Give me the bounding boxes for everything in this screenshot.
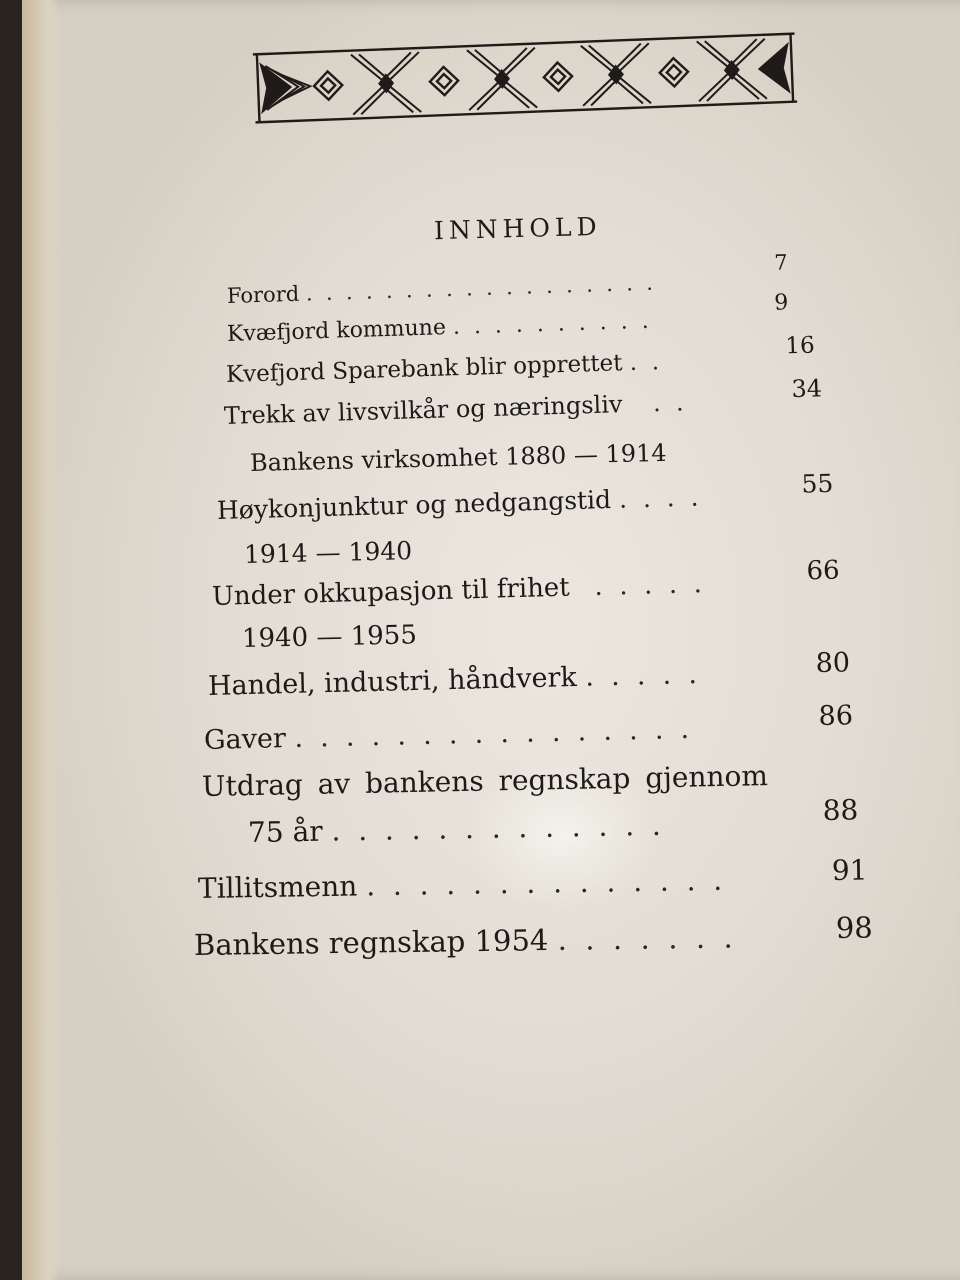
toc-entry-title: Handel, industri, håndverk <box>207 661 578 702</box>
toc-entry-title: Utdrag av bankens regnskap gjennom <box>201 759 769 803</box>
toc-entry-title: Kvefjord Sparebank blir opprettet <box>225 350 623 388</box>
toc-entry-page: 66 <box>806 555 841 587</box>
toc-heading: INNHOLD <box>433 211 602 246</box>
toc-entry-title: Forord <box>226 281 300 308</box>
toc-entry-page: 34 <box>791 374 823 404</box>
table-of-contents <box>22 0 960 1280</box>
toc-entry-continuation: 75 år . . . . . . . . . . . . . 88 <box>247 793 859 849</box>
toc-entry-title: Gaver <box>203 723 287 756</box>
toc-entry: Tillitsmenn . . . . . . . . . . . . . . 91 <box>197 853 868 905</box>
toc-entry: Trekk av livsvilkår og næringsliv . . 34 <box>223 374 823 430</box>
toc-entry-continuation: 1940 — 1955 <box>241 620 418 654</box>
toc-entry-page: 16 <box>785 332 816 360</box>
toc-entry-page: 55 <box>801 468 834 499</box>
toc-entry: Kvefjord Sparebank blir opprettet . . 16 <box>225 332 816 388</box>
toc-entry: Forord . . . . . . . . . . . . . . . . . . 7 <box>226 250 788 308</box>
toc-entry-title: Tillitsmenn <box>197 869 358 905</box>
toc-entry-title: Kvæfjord kommune <box>226 315 447 347</box>
toc-entry-page: 9 <box>773 290 789 316</box>
toc-entry: Kvæfjord kommune . . . . . . . . . . 9 <box>226 290 789 347</box>
toc-entry-continuation: 1914 — 1940 <box>243 536 413 569</box>
toc-entry <box>202 759 769 803</box>
toc-entry-title: Bankens regnskap 1954 <box>193 923 549 962</box>
toc-entry-page: 98 <box>835 910 873 946</box>
book-page <box>22 0 960 1280</box>
toc-entry: Gaver . . . . . . . . . . . . . . . . 86 <box>203 700 854 756</box>
toc-entry-page: 88 <box>822 793 859 827</box>
toc-entry: Under okkupasjon til frihet . . . . . 66 <box>211 555 841 612</box>
toc-entry-title: Trekk av livsvilkår og næringsliv <box>223 390 623 430</box>
toc-entry: Bankens regnskap 1954 . . . . . . . 98 <box>193 910 873 962</box>
toc-entry-title: Under okkupasjon til frihet <box>211 572 571 612</box>
toc-entry-page: 7 <box>773 250 788 275</box>
toc-entry-page: 91 <box>831 853 868 888</box>
toc-entry-continuation: Bankens virksomhet 1880 — 1914 <box>249 438 667 477</box>
toc-entry: Høykonjunktur og nedgangstid . . . . 55 <box>216 468 834 525</box>
toc-entry-page: 80 <box>815 647 851 680</box>
toc-entry-page: 86 <box>818 700 854 733</box>
toc-entry: Handel, industri, håndverk . . . . . 80 <box>207 647 851 702</box>
toc-entry-title: Høykonjunktur og nedgangstid <box>216 484 612 525</box>
